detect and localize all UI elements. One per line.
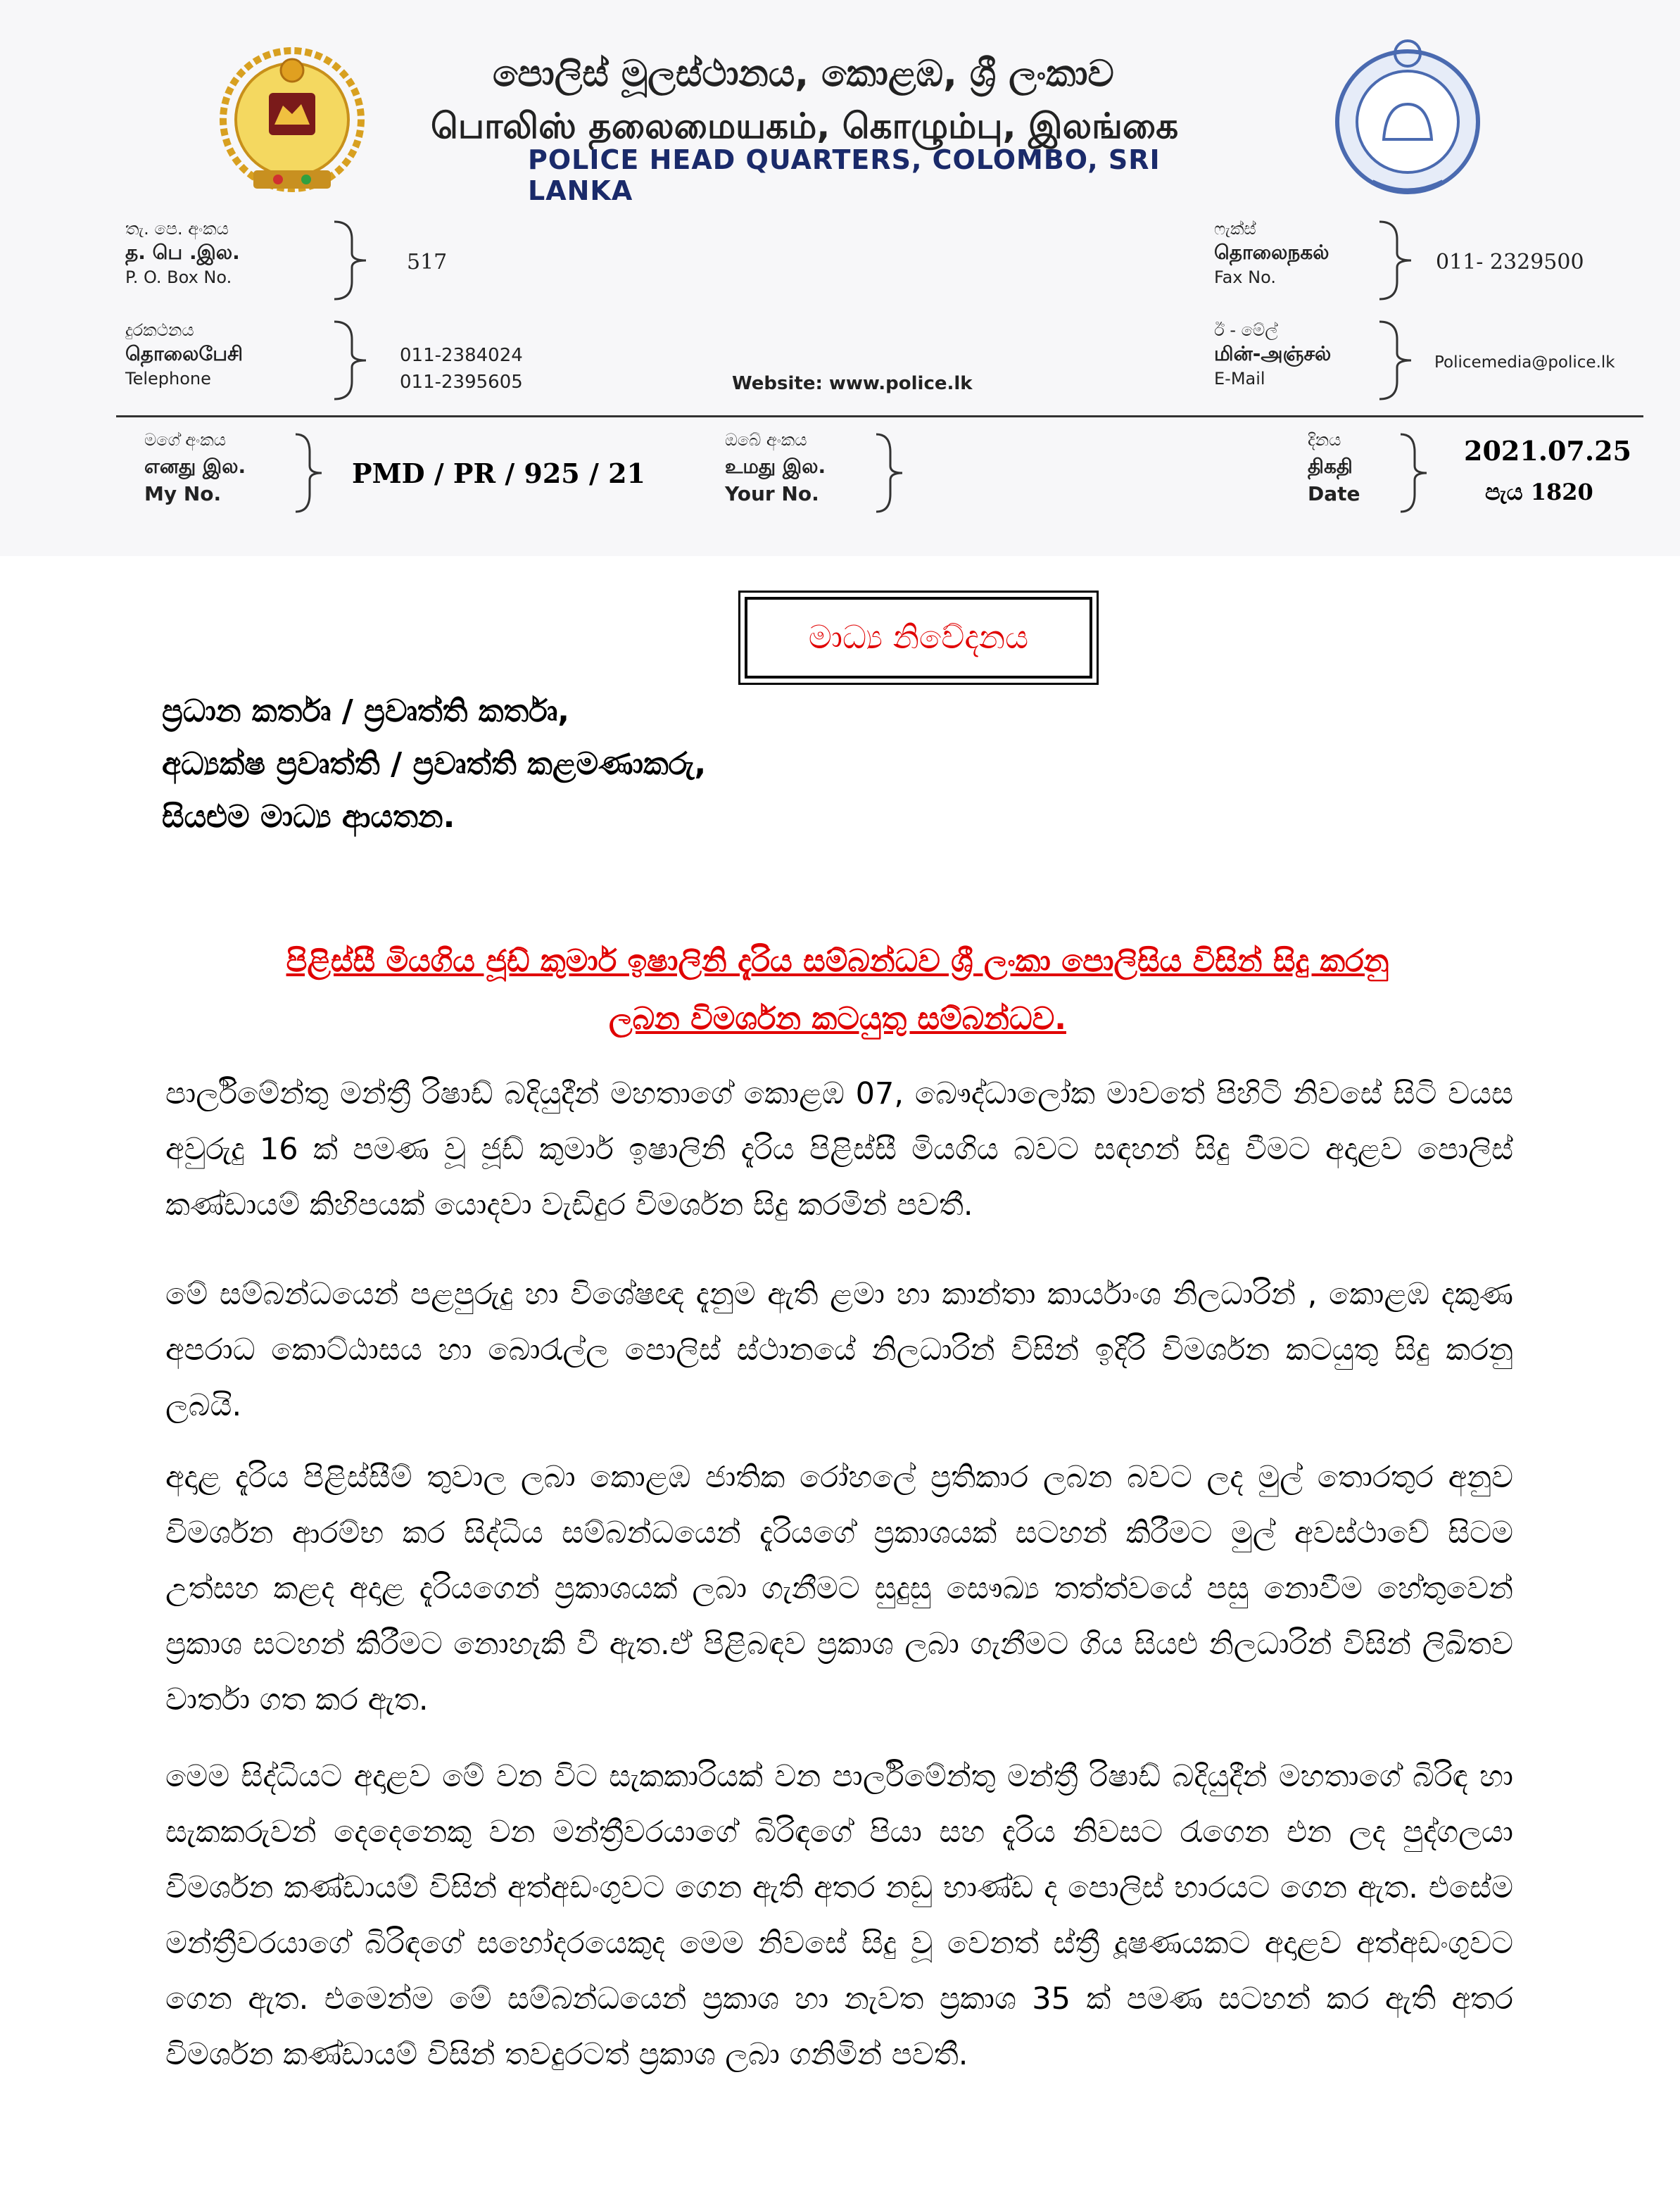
my-no-label: මගේ අංකය எனது இல. My No. [144,430,246,505]
telephone-brace-icon [331,318,373,403]
telephone-value-2: 011-2395605 [400,372,523,393]
letterhead-title-sinhala: පොලිස් මූලස්ථානය, කොළඹ, ශ්‍රී ලංකාව [493,53,1114,95]
my-no-brace-icon [292,431,327,515]
po-box-label: තැ. පෙ. අංකය த. பெ .இல. P. O. Box No. [125,219,240,287]
subject-line-1: පිළිස්සී මියගිය ජූඩ් කුමාර් ඉෂාලිනි දැරිය සම්බන්ධව ශ්‍රී ලංකා පොලිසිය විසින් සිදු කරනු [286,943,1389,979]
po-box-brace-icon [331,218,373,303]
subject-line-2: ලබන විමර්ශන කටයුතු සම්බන්ධව. [609,1001,1066,1037]
body-paragraph-3: අදාළ දැරිය පිළිස්සීම් තුවාල ලබා කොළඹ ජාතික රෝහලේ ප්‍රතිකාර ලබන බවට ලද මුල් තොරතුර අනුව විමර්ශන ආරම්භ කර සිද්ධිය සම්බන්ධයෙන් දැරියගේ ප්‍රකාශයක් සටහන් කිරීමට මුල් අවස්ථාවේ සිටම උත්සහ කළද අදාළ දැරියගෙන් ප්‍රකාශයක් ලබා ගැනීමට සුදුසු සෞඛ්‍ය තත්ත්වයේ පසු නොවීම හේතුවෙන් ප්‍රකාශ සටහන් කිරීමට නොහැකි වී ඇත.ඒ පිළිබඳව ප්‍රකාශ ලබා ගැනීමට ගිය සියළු නිලධාරින් විසින් ලිඛිතව වාර්තා ගත කර ඇත. [165,1460,1513,1717]
fax-brace-icon [1376,218,1418,303]
my-no-value: PMD / PR / 925 / 21 [352,458,645,489]
po-box-value: 517 [407,250,448,275]
your-no-brace-icon [873,431,908,515]
date-label: දිනය திகதி Date [1308,430,1360,505]
media-release-heading: මාධ්‍ය නිවේදනය [745,597,1092,679]
telephone-label: දුරකථනය தொலைபேசி Telephone [125,320,244,389]
state-emblem-icon [204,44,380,198]
email-brace-icon [1376,318,1418,403]
your-no-label: ඔබේ අංකය உமது இல. Your No. [725,430,826,505]
police-crest-icon [1323,34,1492,203]
addressee-line-2: අධ්‍යක්ෂ ප්‍රවෘත්ති / ප්‍රවෘත්ති කළමණාකරු, [162,746,707,782]
fax-value: 011- 2329500 [1436,250,1584,275]
telephone-value-1: 011-2384024 [400,345,523,366]
body-paragraph-4: මෙම සිද්ධියට අදාළව මේ වන විට සැකකාරියක් වන පාර්ලිමේන්තු මන්ත්‍රී රිෂාඩ් බදියුදීන් මහතාගේ බිරිඳ හා සැකකරුවන් දෙදෙනෙකු වන මන්ත්‍රීවරයාගේ බිරිඳගේ පියා සහ දැරිය නිවසට රැගෙන එන ලද පුද්ගලයා විමර්ශන කණ්ඩායම් විසින් අත්අඩංගුවට ගෙන ඇති අතර නඩු භාණ්ඩ ද පොලිස් භාරයට ගෙන ඇත. එසේම මන්ත්‍රීවරයාගේ බිරිඳගේ සහෝදරයෙකුද මෙම නිවසේ සිදු වූ වෙනත් ස්ත්‍රී දූෂණයකට අදාළව අත්අඩංගුවට ගෙන ඇත. එමෙන්ම මේ සම්බන්ධයෙන් ප්‍රකාශ හා නැවත ප්‍රකාශ 35 ක් පමණ සටහන් කර ඇති අතර විමර්ශන කණ්ඩායම් විසින් තවදුරටත් ප්‍රකාශ ලබා ගනිමින් පවතී. [165,1759,1513,2072]
date-value: 2021.07.25 [1464,435,1631,467]
date-brace-icon [1397,431,1432,515]
fax-label: ෆැක්ස් தொலைநகல் Fax No. [1214,219,1330,287]
subject-heading [169,933,1506,1048]
letterhead-title-tamil: பொலிஸ் தலைமையகம், கொழும்பு, இலங்கை [431,106,1179,146]
addressee-line-1: ප්‍රධාන කර්තෘ / ප්‍රවෘත්ති කර්තෘ, [162,693,570,729]
email-label: ඊ - මේල් மின்-அஞ்சல் E-Mail [1214,320,1332,389]
body-paragraph-1: පාර්ලිමේන්තු මන්ත්‍රී රිෂාඩ් බදියුදීන් මහතාගේ කොළඹ 07, බෞද්ධාලෝක මාවතේ පිහිටි නිවසේ සිටි වයස අවුරුදු 16 ක් පමණ වූ ජූඩ් කුමාර් ඉෂාලිනි දැරිය පිළිස්සී මියගිය බවට සඳහන් සිදු වීමට අදාළව පොලිස් කණ්ඩායම් කිහිපයක් යොදවා වැඩිදුර විමර්ශන සිදු කරමින් පවතී. [165,1076,1513,1223]
letterhead-divider [116,415,1643,417]
website-link[interactable]: Website: www.police.lk [732,373,973,394]
time-value: පැය 1820 [1485,479,1593,505]
letterhead-title-english: POLICE HEAD QUARTERS, COLOMBO, SRI LANKA [528,144,1161,206]
addressee-line-3: සියළුම මාධ්‍ය ආයතන. [162,799,455,835]
email-value[interactable]: Policemedia@police.lk [1434,353,1615,372]
body-paragraph-2: මේ සම්බන්ධයෙන් පළපුරුදු හා විශේෂඥ දැනුම ඇති ළමා හා කාන්තා කාර්යාංශ නිලධාරින් , කොළඹ දකුණ අපරාධ කොට්ඨාසය හා බොරැල්ල පොලිස් ස්ථානයේ නිලධාරින් විසින් ඉදිරි විමර්ශන කටයුතු සිදු කරනු ලබයි. [165,1277,1513,1423]
